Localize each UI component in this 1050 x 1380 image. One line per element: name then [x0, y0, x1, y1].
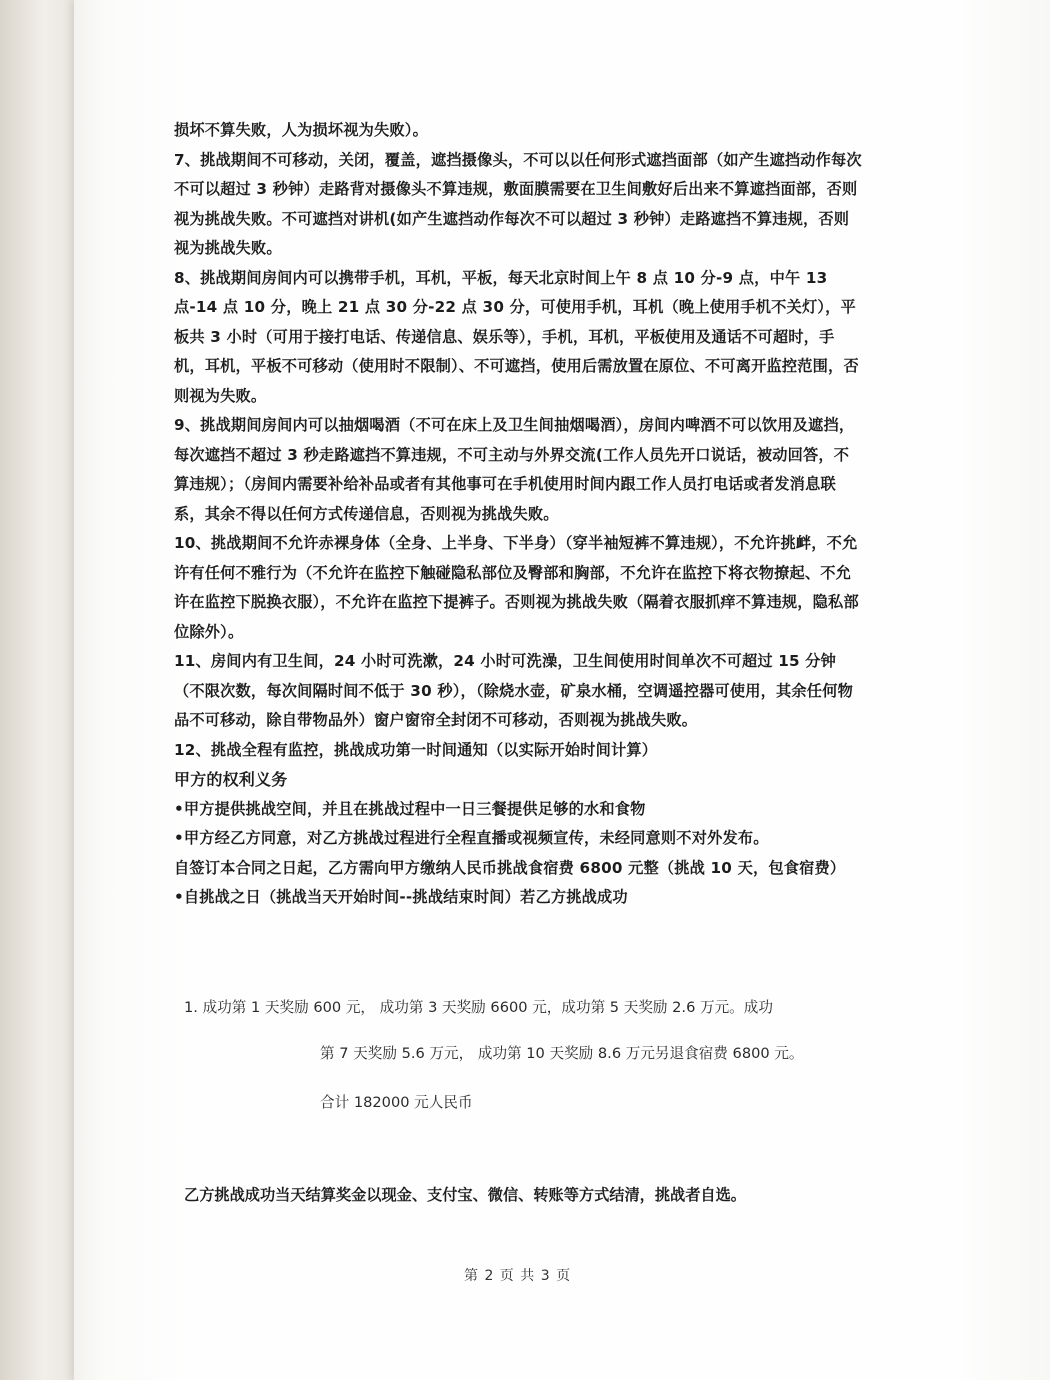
contract-page [74, 0, 1050, 1380]
paragraph-10: 10、挑战期间不允许赤裸身体（全身、上半身、下半身）（穿半袖短裤不算违规），不允许挑衅，不允许有任何不雅行为（不允许在监控下触碰隐私部位及臀部和胸部，不允许在监控下将衣物撩起、不允许在监控下脱换衣服），不允许在监控下提裤子。否则视为挑战失败（隔着衣服抓痒不算违规，隐私部位除外）。 [174, 534, 859, 641]
contract-body [174, 116, 864, 913]
section-heading: 甲方的权利义务 [174, 770, 288, 789]
reward-line-1: 1. 成功第 1 天奖励 600 元， 成功第 3 天奖励 6600 元，成功第 5 天奖励 2.6 万元。成功 [184, 999, 773, 1016]
bullet-2: •甲方经乙方同意，对乙方挑战过程进行全程直播或视频宣传，未经同意则不对外发布。 [174, 829, 769, 847]
paragraph-11: 11、房间内有卫生间，24 小时可洗漱，24 小时可洗澡，卫生间使用时间单次不可超过 15 分钟（不限次数，每次间隔时间不低于 30 秒），（除烧水壶，矿泉水桶，空调遥控器可使用，其余任何物品不可移动，除自带物品外）窗户窗帘全封闭不可移动，否则视为挑战失败。 [174, 652, 853, 729]
page-number: 第 2 页 共 3 页 [464, 1268, 572, 1284]
settlement-note: 乙方挑战成功当天结算奖金以现金、支付宝、微信、转账等方式结清，挑战者自选。 [184, 1186, 746, 1204]
bullet-3: 自签订本合同之日起，乙方需向甲方缴纳人民币挑战食宿费 6800 元整（挑战 10 天，包食宿费） [174, 858, 846, 877]
reward-line-2: 第 7 天奖励 5.6 万元， 成功第 10 天奖励 8.6 万元另退食宿费 6800 元。 [320, 1045, 804, 1062]
underlying-page-edge [0, 0, 81, 1380]
paragraph-7: 7、挑战期间不可移动，关闭，覆盖，遮挡摄像头，不可以以任何形式遮挡面部（如产生遮挡动作每次不可以超过 3 秒钟）走路背对摄像头不算违规，敷面膜需要在卫生间敷好后出来不算遮挡面部，否则视为挑战失败。不可遮挡对讲机(如产生遮挡动作每次不可以超过 3 秒钟）走路遮挡不算违规，否则视为挑战失败。 [174, 150, 862, 257]
paragraph-12: 12、挑战全程有监控，挑战成功第一时间通知（以实际开始时间计算） [174, 740, 658, 759]
paragraph-8: 8、挑战期间房间内可以携带手机，耳机，平板，每天北京时间上午 8 点 10 分-9 点，中午 13 点-14 点 10 分，晚上 21 点 30 分-22 点 30 分，可使用手机，耳机（晚上使用手机不关灯），平板共 3 小时（可用于接打电话、传递信息、娱乐等），手机，耳机，平板使用及通话不可超时，手机，耳机，平板不可移动（使用时不限制）、不可遮挡，使用后需放置在原位、不可离开监控范围，否则视为失败。 [174, 268, 859, 405]
bullet-1: •甲方提供挑战空间，并且在挑战过程中一日三餐提供足够的水和食物 [174, 799, 646, 818]
paragraph-9: 9、挑战期间房间内可以抽烟喝酒（不可在床上及卫生间抽烟喝酒），房间内啤酒不可以饮用及遮挡，每次遮挡不超过 3 秒走路遮挡不算违规，不可主动与外界交流(工作人员先开口说话，被动回答，不算违规）；（房间内需要补给补品或者有其他事可在手机使用时间内跟工作人员打电话或者发消息联系，其余不得以任何方式传递信息，否则视为挑战失败。 [174, 416, 855, 523]
paragraph-line-1: 损坏不算失败，人为损坏视为失败）。 [174, 121, 428, 139]
bullet-4: •自挑战之日（挑战当天开始时间--挑战结束时间）若乙方挑战成功 [174, 888, 628, 906]
reward-total: 合计 182000 元人民币 [320, 1094, 473, 1111]
